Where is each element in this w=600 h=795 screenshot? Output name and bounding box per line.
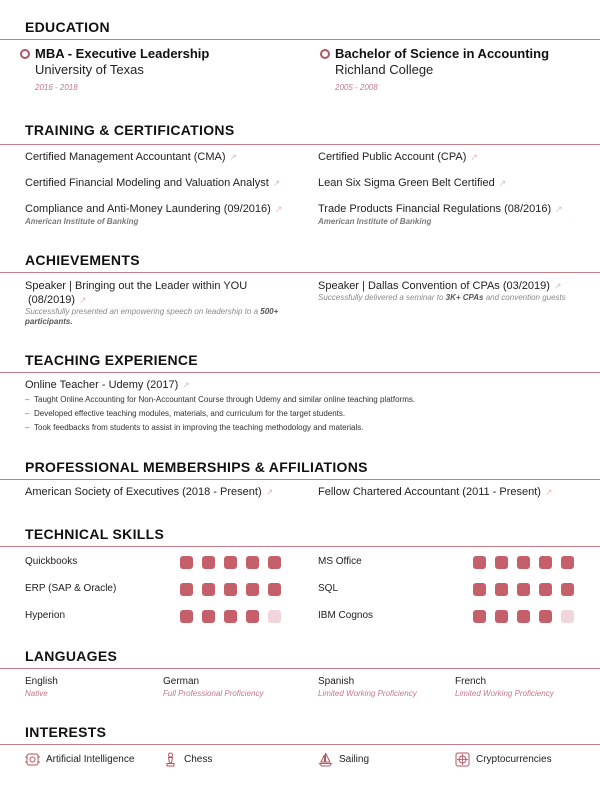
certification-item[interactable] bbox=[318, 176, 506, 190]
education-item bbox=[335, 46, 549, 92]
languages-section bbox=[25, 646, 600, 698]
rating-square-filled bbox=[180, 610, 193, 623]
certification-label: Certified Management Accountant (CMA) bbox=[25, 151, 226, 163]
external-link-icon[interactable]: ↗ bbox=[498, 178, 507, 188]
skill-name: IBM Cognos bbox=[318, 610, 374, 621]
section-divider bbox=[0, 668, 600, 669]
certification-item[interactable] bbox=[25, 176, 280, 190]
rating-square-filled bbox=[517, 556, 530, 569]
language-item bbox=[318, 676, 417, 699]
section-divider bbox=[0, 144, 600, 145]
skill-name: Quickbooks bbox=[25, 556, 78, 567]
external-link-icon[interactable]: ↗ bbox=[79, 295, 87, 305]
training-section bbox=[25, 120, 600, 226]
certification-item[interactable] bbox=[25, 202, 282, 227]
memberships-section bbox=[25, 457, 600, 498]
section-title-skills: TECHNICAL SKILLS bbox=[25, 526, 165, 542]
language-level: Limited Working Proficiency bbox=[318, 689, 417, 698]
interest-label: Cryptocurrencies bbox=[476, 754, 552, 765]
rating-square-filled bbox=[246, 610, 259, 623]
section-title-teaching: TEACHING EXPERIENCE bbox=[25, 352, 198, 368]
external-link-icon[interactable]: ↗ bbox=[470, 152, 478, 162]
timeline-dot-icon bbox=[20, 49, 30, 59]
section-title-languages: LANGUAGES bbox=[25, 648, 118, 664]
skills-section bbox=[25, 524, 600, 621]
chess-icon bbox=[163, 752, 178, 767]
language-name: German bbox=[163, 676, 200, 687]
timeline-dot-icon bbox=[320, 49, 330, 59]
degree-title: Bachelor of Science in Accounting bbox=[335, 46, 550, 61]
skill-rating bbox=[180, 583, 281, 596]
rating-square-filled bbox=[495, 556, 508, 569]
membership-item[interactable] bbox=[318, 485, 553, 499]
language-name: English bbox=[25, 676, 58, 687]
skill-name: Hyperion bbox=[25, 610, 66, 621]
rating-square-filled bbox=[224, 583, 237, 596]
skill-name: MS Office bbox=[318, 556, 362, 567]
achievement-description: Successfully delivered a seminar to 3K+ CPAs and convention guests bbox=[318, 293, 566, 302]
language-level: Native bbox=[25, 689, 48, 698]
interests-section bbox=[25, 722, 600, 765]
rating-square-filled bbox=[495, 583, 508, 596]
education-item bbox=[35, 46, 209, 92]
school-name: University of Texas bbox=[35, 62, 144, 77]
list-item: – Developed effective teaching modules, materials, and curriculum for the target students. bbox=[25, 407, 415, 421]
skill-name: SQL bbox=[318, 583, 339, 594]
rating-square-filled bbox=[517, 583, 530, 596]
rating-square-filled bbox=[268, 556, 281, 569]
list-item: – Took feedbacks from students to assist in improving the teaching methodology and materials. bbox=[25, 421, 415, 435]
external-link-icon[interactable]: ↗ bbox=[544, 487, 553, 497]
external-link-icon[interactable]: ↗ bbox=[553, 281, 562, 291]
rating-square-filled bbox=[180, 556, 193, 569]
section-title-achievements: ACHIEVEMENTS bbox=[25, 252, 140, 268]
language-level: Limited Working Proficiency bbox=[455, 689, 554, 698]
rating-square-filled bbox=[539, 610, 552, 623]
rating-square-filled bbox=[561, 583, 574, 596]
rating-square-filled bbox=[517, 610, 530, 623]
rating-square-filled bbox=[268, 583, 281, 596]
rating-square-filled bbox=[246, 583, 259, 596]
teaching-bullets bbox=[25, 393, 415, 435]
rating-square-filled bbox=[180, 583, 193, 596]
external-link-icon[interactable]: ↗ bbox=[182, 380, 190, 390]
education-dates: 2016 - 2018 bbox=[35, 83, 78, 92]
school-name: Richland College bbox=[335, 62, 434, 77]
membership-label: Fellow Chartered Accountant (2011 - Present) bbox=[318, 486, 541, 498]
rating-square-filled bbox=[246, 556, 259, 569]
section-divider bbox=[0, 272, 600, 273]
interest-item bbox=[163, 752, 212, 767]
skill-name: ERP (SAP & Oracle) bbox=[25, 583, 117, 594]
certification-label: Certified Public Account (CPA) bbox=[318, 151, 467, 163]
rating-square-filled bbox=[202, 583, 215, 596]
section-title-education: EDUCATION bbox=[25, 19, 110, 35]
certification-label: Compliance and Anti-Money Laundering (09/2016) bbox=[25, 203, 271, 215]
section-divider bbox=[0, 744, 600, 745]
sailboat-icon bbox=[318, 752, 333, 767]
education-dates: 2005 - 2008 bbox=[335, 83, 378, 92]
achievement-item[interactable] bbox=[318, 279, 578, 303]
section-title-interests: INTERESTS bbox=[25, 724, 107, 740]
rating-square-filled bbox=[473, 556, 486, 569]
rating-square-filled bbox=[539, 583, 552, 596]
crypto-icon bbox=[455, 752, 470, 767]
skill-rating bbox=[180, 556, 281, 569]
section-divider bbox=[0, 546, 600, 547]
interest-label: Chess bbox=[184, 754, 213, 765]
section-title-memberships: PROFESSIONAL MEMBERSHIPS & AFFILIATIONS bbox=[25, 459, 368, 475]
external-link-icon[interactable]: ↗ bbox=[229, 152, 238, 162]
external-link-icon[interactable]: ↗ bbox=[272, 178, 281, 188]
interest-label: Sailing bbox=[339, 754, 370, 765]
achievement-date: (08/2019) bbox=[28, 294, 76, 306]
language-item bbox=[163, 676, 263, 699]
ai-chip-icon bbox=[25, 752, 40, 767]
rating-square-filled bbox=[202, 556, 215, 569]
certification-label: Lean Six Sigma Green Belt Certified bbox=[318, 177, 495, 189]
section-divider bbox=[0, 39, 600, 40]
achievement-title: Speaker | Dallas Convention of CPAs (03/2019) bbox=[318, 280, 550, 292]
achievement-description: Successfully presented an empowering speech on leadership to a 500+ participants. bbox=[25, 307, 279, 326]
achievement-title: Speaker | Bringing out the Leader within YOU bbox=[25, 280, 248, 292]
interest-item bbox=[318, 752, 369, 767]
section-divider bbox=[0, 372, 600, 373]
external-link-icon[interactable]: ↗ bbox=[265, 487, 274, 497]
degree-title: MBA - Executive Leadership bbox=[35, 46, 210, 61]
rating-square-filled bbox=[561, 556, 574, 569]
rating-square-filled bbox=[473, 583, 486, 596]
language-item bbox=[455, 676, 554, 699]
interest-item bbox=[25, 752, 134, 767]
certification-item[interactable] bbox=[318, 150, 478, 164]
external-link-icon[interactable]: ↗ bbox=[274, 204, 283, 214]
achievements-section bbox=[25, 250, 600, 326]
rating-square-filled bbox=[202, 610, 215, 623]
skill-rating bbox=[473, 583, 574, 596]
section-divider bbox=[0, 479, 600, 480]
language-name: Spanish bbox=[318, 676, 355, 687]
skill-rating bbox=[473, 610, 574, 623]
certification-item[interactable] bbox=[318, 202, 563, 227]
rating-square-filled bbox=[224, 556, 237, 569]
role-title: Online Teacher - Udemy (2017) bbox=[25, 379, 179, 391]
rating-square-filled bbox=[539, 556, 552, 569]
interest-label: Artificial Intelligence bbox=[46, 754, 135, 765]
external-link-icon[interactable]: ↗ bbox=[555, 204, 563, 214]
rating-square-filled bbox=[224, 610, 237, 623]
list-item: – Taught Online Accounting for Non-Accountant Course through Udemy and similar online teaching platforms. bbox=[25, 393, 415, 407]
certification-item[interactable] bbox=[25, 150, 237, 164]
rating-square-empty bbox=[268, 610, 281, 623]
certification-label: Trade Products Financial Regulations (08/2016) bbox=[318, 203, 552, 215]
rating-square-empty bbox=[561, 610, 574, 623]
rating-square-filled bbox=[495, 610, 508, 623]
membership-item[interactable] bbox=[25, 485, 273, 499]
certification-label: Certified Financial Modeling and Valuation Analyst bbox=[25, 177, 269, 189]
language-item bbox=[25, 676, 58, 699]
certification-issuer: American Institute of Banking bbox=[25, 217, 139, 226]
membership-label: American Society of Executives (2018 - Present) bbox=[25, 486, 262, 498]
section-title-training: TRAINING & CERTIFICATIONS bbox=[25, 122, 235, 138]
interest-item bbox=[455, 752, 552, 767]
education-section bbox=[25, 17, 600, 92]
language-name: French bbox=[455, 676, 487, 687]
teaching-role[interactable] bbox=[25, 378, 190, 392]
skill-rating bbox=[180, 610, 281, 623]
achievement-item[interactable] bbox=[25, 279, 285, 327]
rating-square-filled bbox=[473, 610, 486, 623]
certification-issuer: American Institute of Banking bbox=[318, 217, 432, 226]
teaching-section bbox=[25, 350, 600, 432]
skill-rating bbox=[473, 556, 574, 569]
language-level: Full Professional Proficiency bbox=[163, 689, 264, 698]
